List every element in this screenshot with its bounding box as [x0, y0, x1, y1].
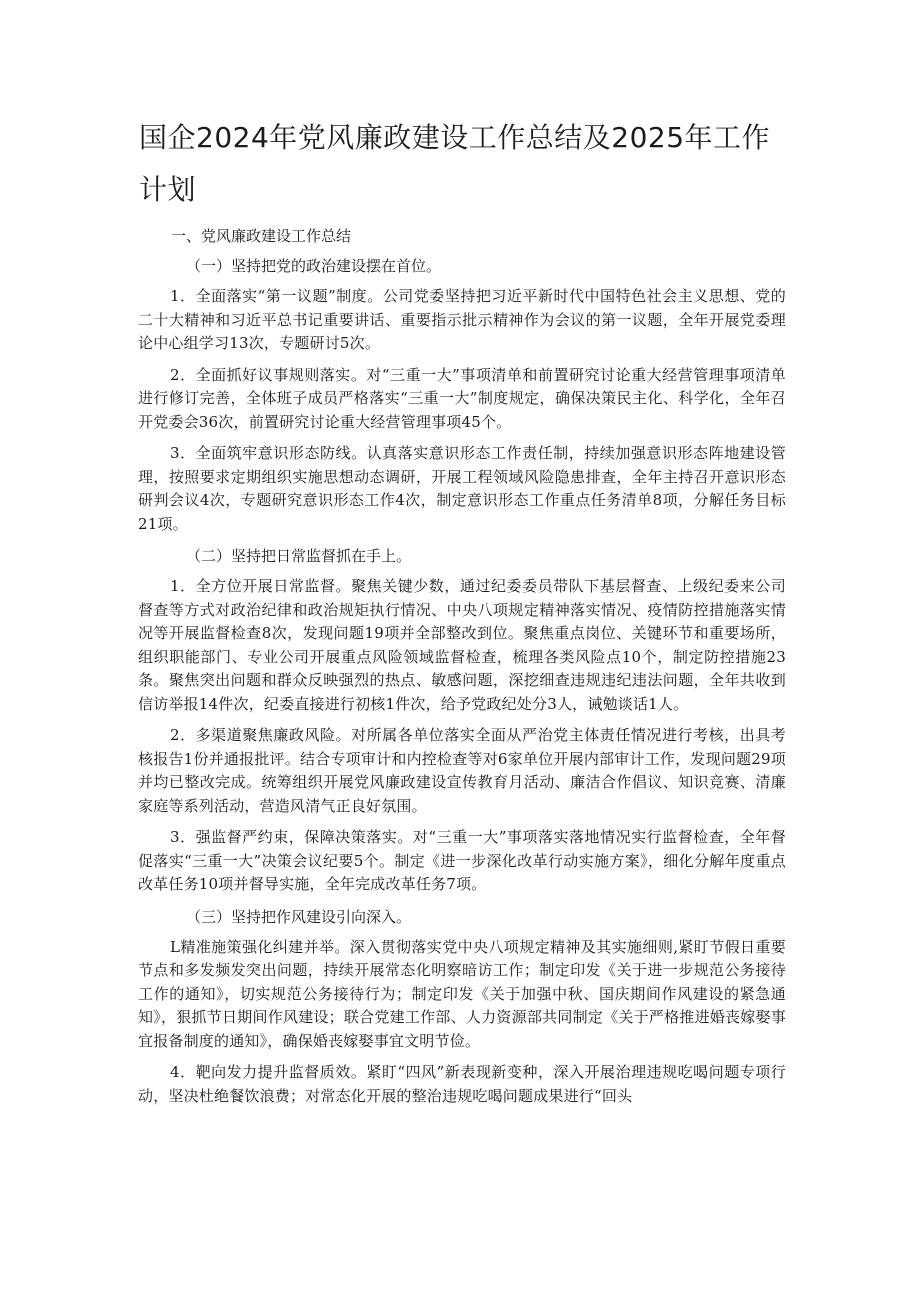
paragraph: 4．靶向发力提升监督质效。紧盯“四风”新表现新变种，深入开展治理违规吃喝问题专项行动，坚决杜绝餐饮浪费；对常态化开展的整治违规吃喝问题成果进行“回头 [138, 1063, 786, 1105]
paragraph: 1．全面落实“第一议题”制度。公司党委坚持把习近平新时代中国特色社会主义思想、党的二十大精神和习近平总书记重要讲话、重要指示批示精神作为会议的第一议题，全年开展党委理论中心组学习13次，专题研讨5次。 [138, 287, 786, 352]
paragraph: 2．多渠道聚焦廉政风险。对所属各单位落实全面从严治党主体责任情况进行考核，出具考核报告1份并通报批评。结合专项审计和内控检查等对6家单位开展内部审计工作，发现问题29项并均已整改完成。统筹组织开展党风廉政建设宣传教育月活动、廉洁合作倡议、知识竞赛、清廉家庭等系列活动，营造风清气正良好氛围。 [138, 726, 786, 815]
subsection-heading-work-style: （三）坚持把作风建设引向深入。 [186, 907, 412, 926]
paragraph: 1．全方位开展日常监督。聚焦关键少数，通过纪委委员带队下基层督查、上级纪委来公司督查等方式对政治纪律和政治规矩执行情况、中央八项规定精神落实情况、疫情防控措施落实情况等开展监督检查8次，发现问题19项并全部整改到位。聚焦重点岗位、关键环节和重要场所，组织职能部门、专业公司开展重点风险领域监督检查，梳理各类风险点10个，制定防控措施23条。聚焦突出问题和群众反映强烈的热点、敏感问题，深挖细查违规违纪违法问题，全年共收到信访举报14件次，纪委直接进行初核1件次，给予党政纪处分3人，诫勉谈话1人。 [138, 577, 786, 713]
paragraph: 3．全面筑牢意识形态防线。认真落实意识形态工作责任制，持续加强意识形态阵地建设管理，按照要求定期组织实施思想动态调研，开展工程领域风险隐患排查，全年主持召开意识形态研判会议4次，专题研究意识形态工作4次，制定意识形态工作重点任务清单8项，分解任务目标21项。 [138, 444, 786, 533]
section-heading-summary: 一、党风廉政建设工作总结 [171, 227, 352, 245]
document-body [138, 224, 786, 1116]
subsection-heading-daily-supervision: （二）坚持把日常监督抓在手上。 [186, 547, 412, 565]
paragraph: L精准施策强化纠建并举。深入贯彻落实党中央八项规定精神及其实施细则,紧盯节假日重要节点和多发频发突出问题，持续开展常态化明察暗访工作；制定印发《关于进一步规范公务接待工作的通知》，切实规范公务接待行为；制定印发《关于加强中秋、国庆期间作风建设的紧急通知》，狠抓节日期间作风建设；联合党建工作部、人力资源部共同制定《关于严格推进婚丧嫁娶事宜报备制度的通知》，确保婚丧嫁娶事宜文明节俭。 [138, 937, 786, 1050]
document-title: 国企2024年党风廉政建设工作总结及2025年工作计划 [139, 121, 771, 206]
subsection-heading-political-building: （一）坚持把党的政治建设摆在首位。 [186, 257, 442, 275]
paragraph: 2．全面抓好议事规则落实。对“三重一大”事项清单和前置研究讨论重大经营管理事项清单进行修订完善，全体班子成员严格落实“三重一大”制度规定，确保决策民主化、科学化，全年召开党委会36次，前置研究讨论重大经营管理事项45个。 [138, 365, 786, 431]
paragraph: 3．强监督严约束，保障决策落实。对“三重一大”事项落实落地情况实行监督检查，全年督促落实“三重一大”决策会议纪要5个。制定《进一步深化改革行动实施方案》，细化分解年度重点改革任务10项并督导实施，全年完成改革任务7项。 [138, 828, 786, 893]
